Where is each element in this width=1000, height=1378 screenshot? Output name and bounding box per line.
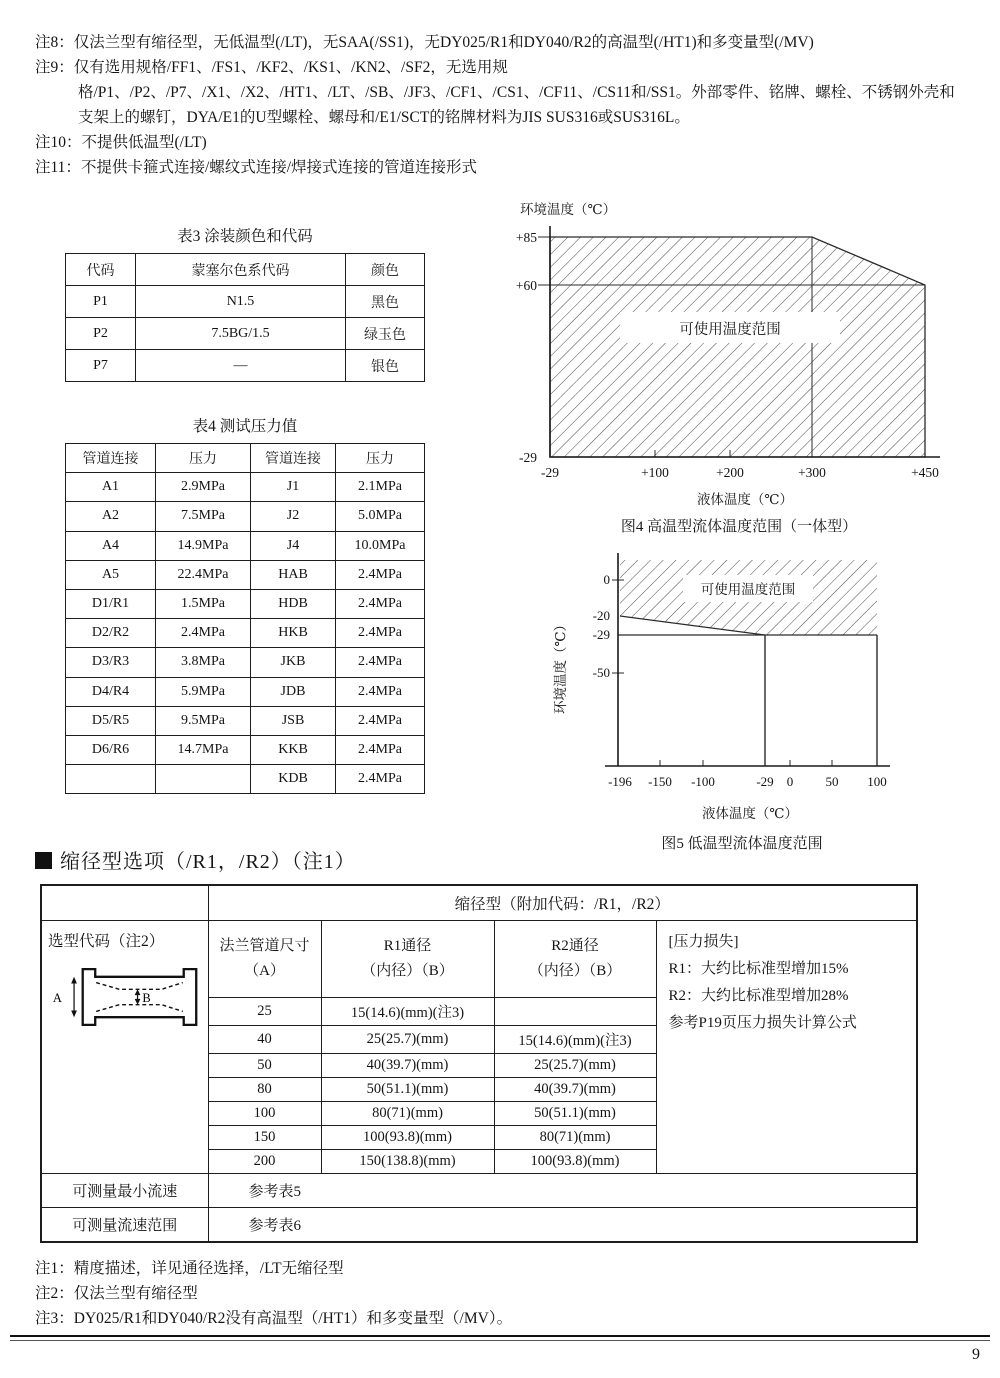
note-1 xyxy=(35,1256,965,1281)
pressure-loss-line: R1：大约比标准型增加15% xyxy=(668,961,849,977)
table-cell: 2.4MPa xyxy=(336,706,425,735)
reduced-bore-table xyxy=(40,884,918,1243)
table-header-cell: 颜色 xyxy=(346,254,425,286)
table-header-row xyxy=(66,254,425,286)
table3-block xyxy=(65,224,425,382)
table-cell: 100 xyxy=(208,1102,321,1126)
table-cell: 2.4MPa xyxy=(336,677,425,706)
page-number: 9 xyxy=(972,1346,980,1363)
table-row xyxy=(66,350,425,382)
table-cell: 7.5MPa xyxy=(156,502,251,531)
table-cell: 50(51.1)(mm) xyxy=(321,1078,494,1102)
table-cell: KKB xyxy=(251,735,336,764)
note-text: 仅法兰型有缩径型，无低温型(/LT)，无SAA(/SS1)，无DY025/R1和DY040/R2的高温型(/HT1)和多变量型(/MV) xyxy=(73,34,814,51)
table-cell: 40 xyxy=(208,1026,321,1054)
footer-value-cell: 参考表5 xyxy=(208,1174,917,1208)
fig4-y-ticks xyxy=(516,230,537,465)
bottom-notes xyxy=(35,1256,965,1331)
y-tick: -29 xyxy=(519,450,537,465)
x-tick: 0 xyxy=(786,774,794,789)
table-cell xyxy=(156,765,251,794)
table-cell: P1 xyxy=(66,286,136,318)
note-label: 注1： xyxy=(35,1260,74,1277)
black-square-marker-icon xyxy=(35,852,52,869)
dimension-b-arrow xyxy=(135,989,141,1004)
table-row xyxy=(66,706,425,735)
x-tick: +450 xyxy=(911,465,939,480)
y-tick: +60 xyxy=(515,278,537,293)
table-cell: JDB xyxy=(251,677,336,706)
x-tick: +300 xyxy=(798,465,826,480)
header-line: （内径）（B） xyxy=(361,963,454,979)
table-row xyxy=(66,735,425,764)
note-label: 注11： xyxy=(35,159,81,176)
table-cell: D1/R1 xyxy=(66,589,156,618)
table-row xyxy=(66,589,425,618)
table-row xyxy=(41,921,917,998)
note-text: 不提供卡箍式连接/螺纹式连接/焊接式连接的管道连接形式 xyxy=(80,159,478,176)
note-label: 注8： xyxy=(35,34,74,51)
table-cell: 10.0MPa xyxy=(336,531,425,560)
table-cell: HDB xyxy=(251,589,336,618)
table-row xyxy=(66,619,425,648)
table-cell: — xyxy=(136,350,346,382)
note-text: 不提供低温型(/LT) xyxy=(81,134,207,151)
header-line: 法兰管道尺寸 xyxy=(219,938,310,954)
table-cell: D2/R2 xyxy=(66,619,156,648)
table-cell: P2 xyxy=(66,318,136,350)
y-tick: -20 xyxy=(592,608,610,623)
y-tick: -29 xyxy=(592,627,610,642)
table-header-cell: 管道连接 xyxy=(66,444,156,473)
table-cell: 100(93.8)(mm) xyxy=(321,1126,494,1150)
note-10 xyxy=(35,130,965,155)
pressure-loss-line: R2：大约比标准型增加28% xyxy=(668,988,849,1004)
paint-color-table xyxy=(65,253,425,382)
table-row xyxy=(41,1174,917,1208)
table4-block xyxy=(65,414,425,794)
table-cell: HKB xyxy=(251,619,336,648)
table-header-cell: 压力 xyxy=(336,444,425,473)
table-row xyxy=(66,473,425,502)
table-cell: A1 xyxy=(66,473,156,502)
bore-dashed-lines xyxy=(96,983,183,1012)
table-cell: 14.7MPa xyxy=(156,735,251,764)
table-header-cell: 蒙塞尔色系代码 xyxy=(136,254,346,286)
x-tick: +200 xyxy=(716,465,744,480)
fig4-usable-region xyxy=(550,237,925,457)
table-cell: 80(71)(mm) xyxy=(321,1102,494,1126)
fig5-y-axis-label: 环境温度（℃） xyxy=(553,617,568,715)
y-tick: +85 xyxy=(515,230,537,245)
figure5-svg xyxy=(535,548,945,858)
table-cell: 5.9MPa xyxy=(156,677,251,706)
reduced-bore-diagram xyxy=(50,965,202,1034)
table-cell: N1.5 xyxy=(136,286,346,318)
x-tick: 50 xyxy=(825,774,839,789)
table-cell xyxy=(494,998,656,1026)
header-line: （内径）（B） xyxy=(528,963,622,979)
table-cell: 7.5BG/1.5 xyxy=(136,318,346,350)
fig5-x-axis-label: 液体温度（℃） xyxy=(701,806,799,821)
fig4-x-axis-label: 液体温度（℃） xyxy=(696,492,794,507)
note-11 xyxy=(35,155,965,180)
table-cell: 2.4MPa xyxy=(336,765,425,794)
x-tick: -100 xyxy=(691,774,715,789)
note-label: 注2： xyxy=(35,1285,74,1302)
table-cell: 2.4MPa xyxy=(336,735,425,764)
table-cell: 200 xyxy=(208,1150,321,1174)
header-line: （A） xyxy=(244,963,285,979)
note-9 xyxy=(35,55,965,130)
table-cell: 2.4MPa xyxy=(156,619,251,648)
x-tick: -29 xyxy=(756,774,774,789)
table-cell: 绿玉色 xyxy=(346,318,425,350)
table-row xyxy=(66,502,425,531)
fig4-x-ticks xyxy=(541,465,939,480)
fig4-region-label-box xyxy=(620,312,840,343)
table-row xyxy=(66,677,425,706)
table-cell: 80(71)(mm) xyxy=(494,1126,656,1150)
fig5-x-ticks xyxy=(608,774,887,789)
table-header-row xyxy=(66,444,425,473)
table-row xyxy=(66,318,425,350)
span-header-cell: 缩径型（附加代码：/R1，/R2） xyxy=(208,885,917,921)
column-header-cell xyxy=(321,921,494,998)
header-line: R1通径 xyxy=(383,938,432,954)
table-row xyxy=(66,765,425,794)
table-cell: 15(14.6)(mm)(注3) xyxy=(321,998,494,1026)
table-cell xyxy=(66,765,156,794)
table-cell: 银色 xyxy=(346,350,425,382)
note-text: 精度描述，详见通径选择，/LT无缩径型 xyxy=(73,1260,344,1277)
table-cell: A2 xyxy=(66,502,156,531)
table-cell: HAB xyxy=(251,560,336,589)
fig5-caption: 图5 低温型流体温度范围 xyxy=(661,836,823,852)
note-2 xyxy=(35,1281,965,1306)
table-row xyxy=(41,1208,917,1243)
selection-code-cell xyxy=(41,921,208,1174)
test-pressure-table xyxy=(65,443,425,794)
table4-title: 表4 测试压力值 xyxy=(192,418,298,435)
table-cell: 22.4MPa xyxy=(156,560,251,589)
table-cell: 150 xyxy=(208,1126,321,1150)
table-header-cell: 管道连接 xyxy=(251,444,336,473)
header-line: R2通径 xyxy=(551,938,599,954)
table3-title: 表3 涂装颜色和代码 xyxy=(177,228,313,245)
note-label: 注9： xyxy=(35,59,74,76)
table-cell: D3/R3 xyxy=(66,648,156,677)
table-header-cell: 代码 xyxy=(66,254,136,286)
figure4-svg xyxy=(492,198,977,538)
table-cell: 黑色 xyxy=(346,286,425,318)
y-tick: 0 xyxy=(603,572,610,587)
table-cell: 80 xyxy=(208,1078,321,1102)
table-cell: KDB xyxy=(251,765,336,794)
section-title: 缩径型选项（/R1，/R2）（注1） xyxy=(60,851,356,873)
column-header-cell xyxy=(208,921,321,998)
empty-corner-cell xyxy=(41,885,208,921)
x-tick: 100 xyxy=(867,774,887,789)
x-tick: +100 xyxy=(641,465,669,480)
table-cell: D5/R5 xyxy=(66,706,156,735)
x-tick: -196 xyxy=(608,774,632,789)
table-cell: 5.0MPa xyxy=(336,502,425,531)
table-cell: 50 xyxy=(208,1054,321,1078)
note-3 xyxy=(35,1306,965,1331)
x-tick: -150 xyxy=(648,774,672,789)
pipe-diagram-svg xyxy=(50,965,202,1029)
fig4-caption: 图4 高温型流体温度范围（一体型） xyxy=(620,519,858,535)
pressure-loss-title: [压力损失] xyxy=(668,934,739,950)
note-text: 仅有选用规格/FF1、/FS1、/KF2、/KS1、/KN2、/SF2，无选用规格/P1、/P2、/P7、/X1、/X2、/HT1、/LT、/SB、/JF3、/CF1、/CS1、/CF11、/CS11和/SS1。外部零件、铭牌、螺栓、不锈钢外壳和支架上的螺钉，DYA/E1的U型螺栓、螺母和/E1/SCT的铭牌材料为JIS SUS316或SUS316L。 xyxy=(73,59,955,126)
table-cell: 150(138.8)(mm) xyxy=(321,1150,494,1174)
figure5-low-temp-chart xyxy=(535,548,945,858)
footer-divider xyxy=(10,1335,990,1341)
table-header-cell: 压力 xyxy=(156,444,251,473)
table-cell: 40(39.7)(mm) xyxy=(494,1078,656,1102)
note-label: 注10： xyxy=(35,134,82,151)
footer-value-cell: 参考表6 xyxy=(208,1208,917,1243)
table-cell: 2.4MPa xyxy=(336,560,425,589)
table-cell: JKB xyxy=(251,648,336,677)
table-cell: J2 xyxy=(251,502,336,531)
section-heading xyxy=(35,845,356,874)
table-cell: 40(39.7)(mm) xyxy=(321,1054,494,1078)
table-row xyxy=(66,648,425,677)
pipe-outline xyxy=(83,969,197,1025)
table-cell: 14.9MPa xyxy=(156,531,251,560)
dimension-a-arrow xyxy=(71,977,77,1017)
dimension-a-label: A xyxy=(52,990,62,1005)
table-cell: 1.5MPa xyxy=(156,589,251,618)
x-tick: -29 xyxy=(541,465,559,480)
table-cell: 2.4MPa xyxy=(336,589,425,618)
column-header-cell xyxy=(494,921,656,998)
fig4-region-label: 可使用温度范围 xyxy=(679,322,781,338)
footer-label-cell: 可测量最小流速 xyxy=(41,1174,208,1208)
table-cell: P7 xyxy=(66,350,136,382)
table-row xyxy=(66,560,425,589)
table-cell: 9.5MPa xyxy=(156,706,251,735)
selection-code-label: 选型代码（注2） xyxy=(48,933,165,950)
table-cell: D4/R4 xyxy=(66,677,156,706)
table-cell: 100(93.8)(mm) xyxy=(494,1150,656,1174)
note-8 xyxy=(35,30,965,55)
dimension-b-label: B xyxy=(142,990,151,1005)
fig5-y-ticks xyxy=(593,572,610,680)
footer-label-cell: 可测量流速范围 xyxy=(41,1208,208,1243)
fig5-region-label-box xyxy=(683,575,813,602)
table-cell: 50(51.1)(mm) xyxy=(494,1102,656,1126)
note-text: 仅法兰型有缩径型 xyxy=(73,1285,198,1302)
table-cell: 3.8MPa xyxy=(156,648,251,677)
pressure-loss-line: 参考P19页压力损失计算公式 xyxy=(668,1015,857,1031)
note-label: 注3： xyxy=(35,1310,74,1327)
fig4-y-axis-label: 环境温度（℃） xyxy=(520,202,617,217)
table-row xyxy=(66,286,425,318)
table-cell: D6/R6 xyxy=(66,735,156,764)
table-cell: 25(25.7)(mm) xyxy=(494,1054,656,1078)
table-cell: J1 xyxy=(251,473,336,502)
table-cell: 25(25.7)(mm) xyxy=(321,1026,494,1054)
table-cell: A5 xyxy=(66,560,156,589)
table-cell: A4 xyxy=(66,531,156,560)
table-row xyxy=(41,885,917,921)
note-text: DY025/R1和DY040/R2没有高温型（/HT1）和多变量型（/MV）。 xyxy=(73,1310,513,1327)
table-cell: JSB xyxy=(251,706,336,735)
table-cell: 2.4MPa xyxy=(336,648,425,677)
table-cell: 2.4MPa xyxy=(336,619,425,648)
pressure-loss-cell xyxy=(656,921,917,1174)
table-cell: 15(14.6)(mm)(注3) xyxy=(494,1026,656,1054)
table-cell: J4 xyxy=(251,531,336,560)
table-row xyxy=(66,531,425,560)
figure4-high-temp-chart xyxy=(492,198,977,538)
y-tick: -50 xyxy=(592,665,610,680)
table-cell: 2.9MPa xyxy=(156,473,251,502)
table-cell: 25 xyxy=(208,998,321,1026)
fig5-region-label: 可使用温度范围 xyxy=(700,582,796,597)
table-cell: 2.1MPa xyxy=(336,473,425,502)
top-notes xyxy=(35,30,965,180)
